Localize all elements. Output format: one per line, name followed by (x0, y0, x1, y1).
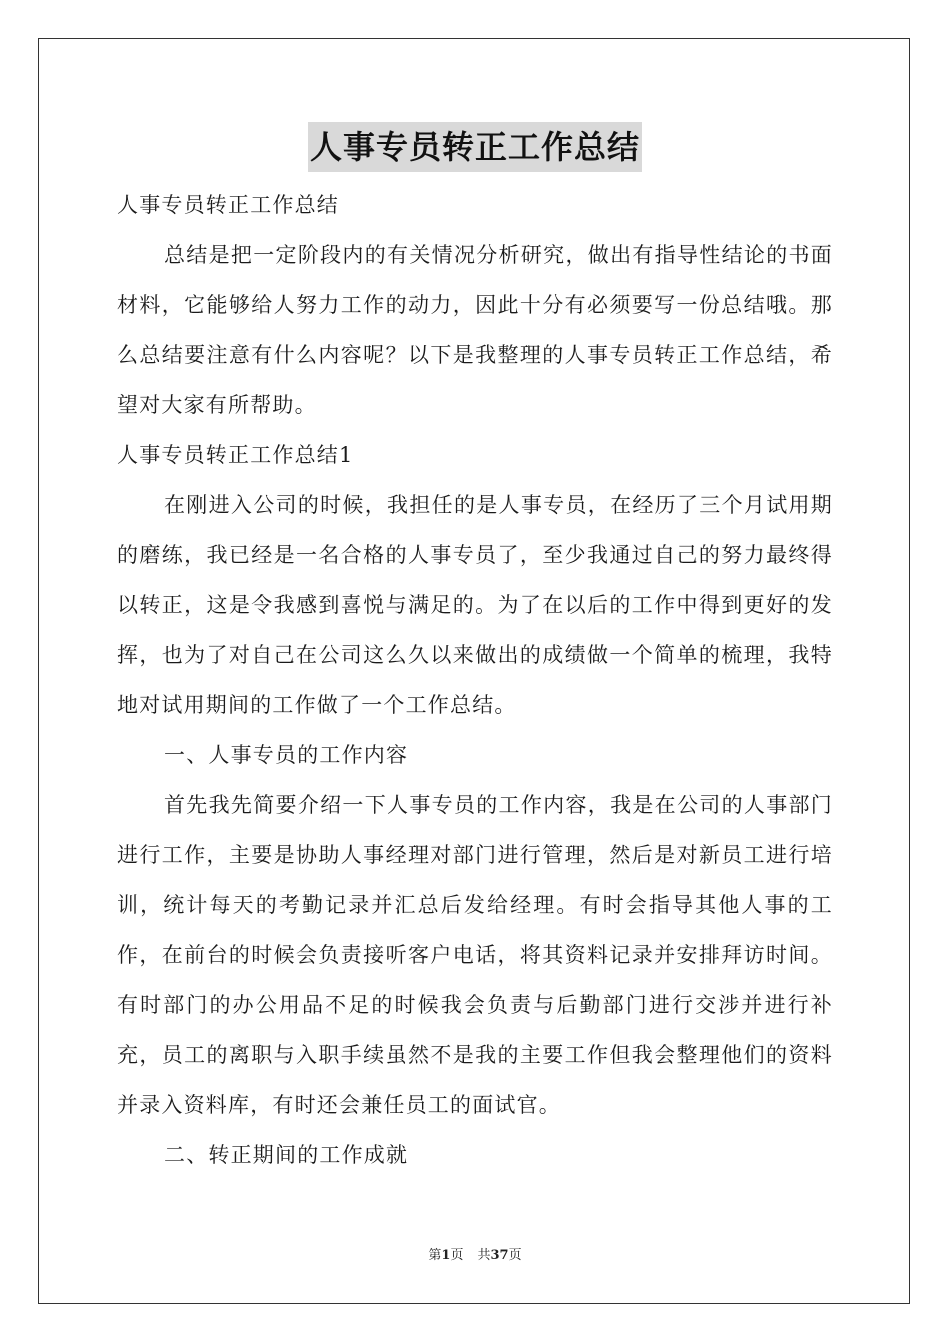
document-title: 人事专员转正工作总结 (308, 122, 642, 172)
title-wrap (117, 122, 833, 174)
document-body (117, 122, 833, 1180)
subheading-achievements: 二、转正期间的工作成就 (164, 1143, 409, 1167)
body-paragraph-1: 在刚进入公司的时候，我担任的是人事专员，在经历了三个月试用期的磨练，我已经是一名合格的人事专员了，至少我通过自己的努力最终得以转正，这是令我感到喜悦与满足的。为了在以后的工作中得到更好的发挥，也为了对自己在公司这么久以来做出的成绩做一个简单的梳理，我特地对试用期间的工作做了一个工作总结。 (117, 493, 833, 717)
body-paragraph-2: 首先我先简要介绍一下人事专员的工作内容，我是在公司的人事部门进行工作，主要是协助人事经理对部门进行管理，然后是对新员工进行培训，统计每天的考勤记录并汇总后发给经理。有时会指导其他人事的工作，在前台的时候会负责接听客户电话，将其资料记录并安排拜访时间。有时部门的办公用品不足的时候我会负责与后勤部门进行交涉并进行补充，员工的离职与入职手续虽然不是我的主要工作但我会整理他们的资料并录入资料库，有时还会兼任员工的面试官。 (117, 793, 833, 1117)
page-suffix: 页 (450, 1248, 464, 1263)
section-heading-1: 人事专员转正工作总结1 (117, 443, 354, 467)
subheading-work-content: 一、人事专员的工作内容 (164, 743, 409, 767)
page-number: 1 (441, 1248, 451, 1263)
page-footer (0, 1244, 950, 1263)
page-prefix: 第 (428, 1248, 442, 1263)
total-suffix: 页 (508, 1248, 522, 1263)
intro-paragraph: 总结是把一定阶段内的有关情况分析研究，做出有指导性结论的书面材料，它能够给人努力工作的动力，因此十分有必须要写一份总结哦。那么总结要注意有什么内容呢？以下是我整理的人事专员转正工作总结，希望对大家有所帮助。 (117, 243, 833, 417)
subtitle-line: 人事专员转正工作总结 (117, 193, 339, 217)
total-prefix: 共 (477, 1248, 491, 1263)
total-pages: 37 (490, 1248, 509, 1263)
